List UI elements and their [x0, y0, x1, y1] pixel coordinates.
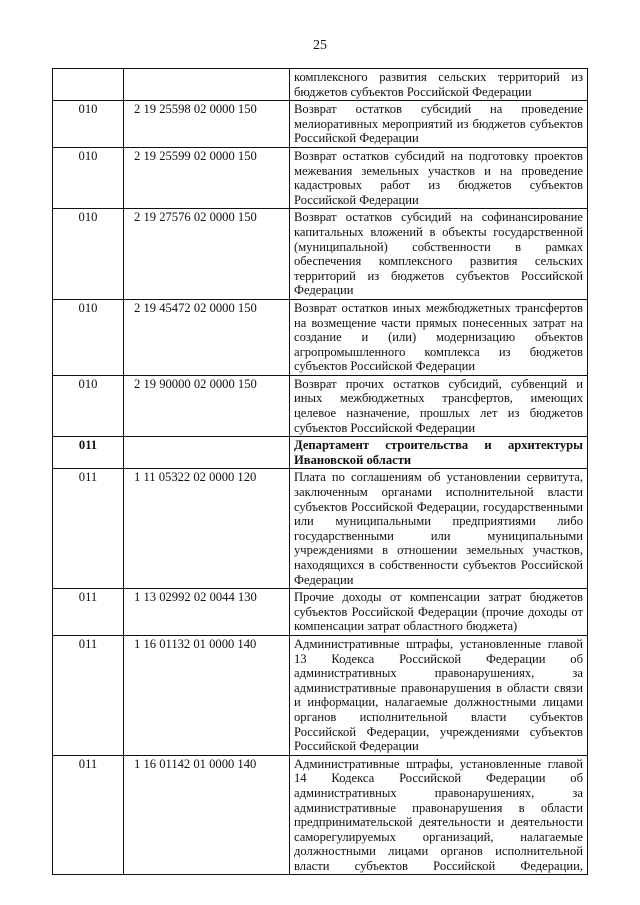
department-heading: Департамент строительства и архитектуры Ивановской области: [290, 437, 588, 469]
table-row: [53, 375, 588, 436]
admin-code-cell: 011: [53, 635, 124, 755]
revenue-name-cell: Административные штрафы, установленные главой 14 Кодекса Российской Федерации об административных правонарушениях, за административные правонарушения в области предпринимательской деятельности и деятельности саморегулируемых организаций, налагаемые должностными лицами органов исполнительной власти субъектов Российской Федерации,: [290, 755, 588, 875]
table-row: [53, 101, 588, 148]
table-row: [53, 299, 588, 375]
table-row: [53, 69, 588, 101]
revenue-name-cell: Прочие доходы от компенсации затрат бюджетов субъектов Российской Федерации (прочие доходы от компенсации затрат областного бюджета): [290, 589, 588, 636]
table-row: [53, 589, 588, 636]
budget-code-cell: 2 19 45472 02 0000 150: [124, 299, 290, 375]
budget-code-cell: 1 16 01142 01 0000 140: [124, 755, 290, 875]
admin-code-cell: 010: [53, 375, 124, 436]
budget-code-cell: [124, 437, 290, 469]
revenue-name-cell: Возврат остатков субсидий на софинансирование капитальных вложений в объекты государственной (муниципальной) собственности в рамках обеспечения комплексного развития сельских территорий из бюджетов субъектов Российской Федерации: [290, 209, 588, 300]
revenue-name-cell: Возврат остатков субсидий на проведение мелиоративных мероприятий из бюджетов субъектов Российской Федерации: [290, 101, 588, 148]
budget-codes-table: [52, 68, 588, 875]
admin-code-cell: [53, 69, 124, 101]
admin-code-cell: 011: [53, 469, 124, 589]
table-row: [53, 469, 588, 589]
table-row: [53, 209, 588, 300]
budget-code-cell: 2 19 27576 02 0000 150: [124, 209, 290, 300]
budget-code-cell: 1 11 05322 02 0000 120: [124, 469, 290, 589]
admin-code-cell: 010: [53, 101, 124, 148]
page-number: 25: [313, 38, 327, 53]
revenue-name-cell: Возврат остатков субсидий на подготовку проектов межевания земельных участков и на проведение кадастровых работ из бюджетов субъектов Российской Федерации: [290, 147, 588, 208]
admin-code-cell: 011: [53, 437, 124, 469]
section-header-row: [53, 437, 588, 469]
revenue-name-cell: Административные штрафы, установленные главой 13 Кодекса Российской Федерации об административных правонарушениях, за административные правонарушения в области связи и информации, налагаемые должностными лицами органов исполнительной власти субъектов Российской Федерации, учреждениями субъектов Российской Федерации: [290, 635, 588, 755]
budget-code-cell: 2 19 25598 02 0000 150: [124, 101, 290, 148]
budget-code-cell: 1 16 01132 01 0000 140: [124, 635, 290, 755]
revenue-name-cell: Возврат остатков иных межбюджетных трансфертов на возмещение части прямых понесенных затрат на создание и (или) модернизацию объектов агропромышленного комплекса из бюджетов субъектов Российской Федерации: [290, 299, 588, 375]
admin-code-cell: 011: [53, 589, 124, 636]
budget-code-cell: 2 19 90000 02 0000 150: [124, 375, 290, 436]
table-row: [53, 147, 588, 208]
budget-code-cell: 2 19 25599 02 0000 150: [124, 147, 290, 208]
budget-code-cell: [124, 69, 290, 101]
admin-code-cell: 010: [53, 209, 124, 300]
revenue-name-cell: Возврат прочих остатков субсидий, субвенций и иных межбюджетных трансфертов, имеющих целевое назначение, прошлых лет из бюджетов субъектов Российской Федерации: [290, 375, 588, 436]
table-row: [53, 635, 588, 755]
admin-code-cell: 010: [53, 147, 124, 208]
revenue-name-cell: Плата по соглашениям об установлении сервитута, заключенным органами исполнительной власти субъектов Российской Федерации, государственными или муниципальными предприятиями либо государственными или муниципальными учреждениями в отношении земельных участков, находящихся в собственности субъектов Российской Федерации: [290, 469, 588, 589]
admin-code-cell: 011: [53, 755, 124, 875]
admin-code-cell: 010: [53, 299, 124, 375]
revenue-name-cell: комплексного развития сельских территорий из бюджетов субъектов Российской Федерации: [290, 69, 588, 101]
table-row: [53, 755, 588, 875]
budget-code-cell: 1 13 02992 02 0044 130: [124, 589, 290, 636]
